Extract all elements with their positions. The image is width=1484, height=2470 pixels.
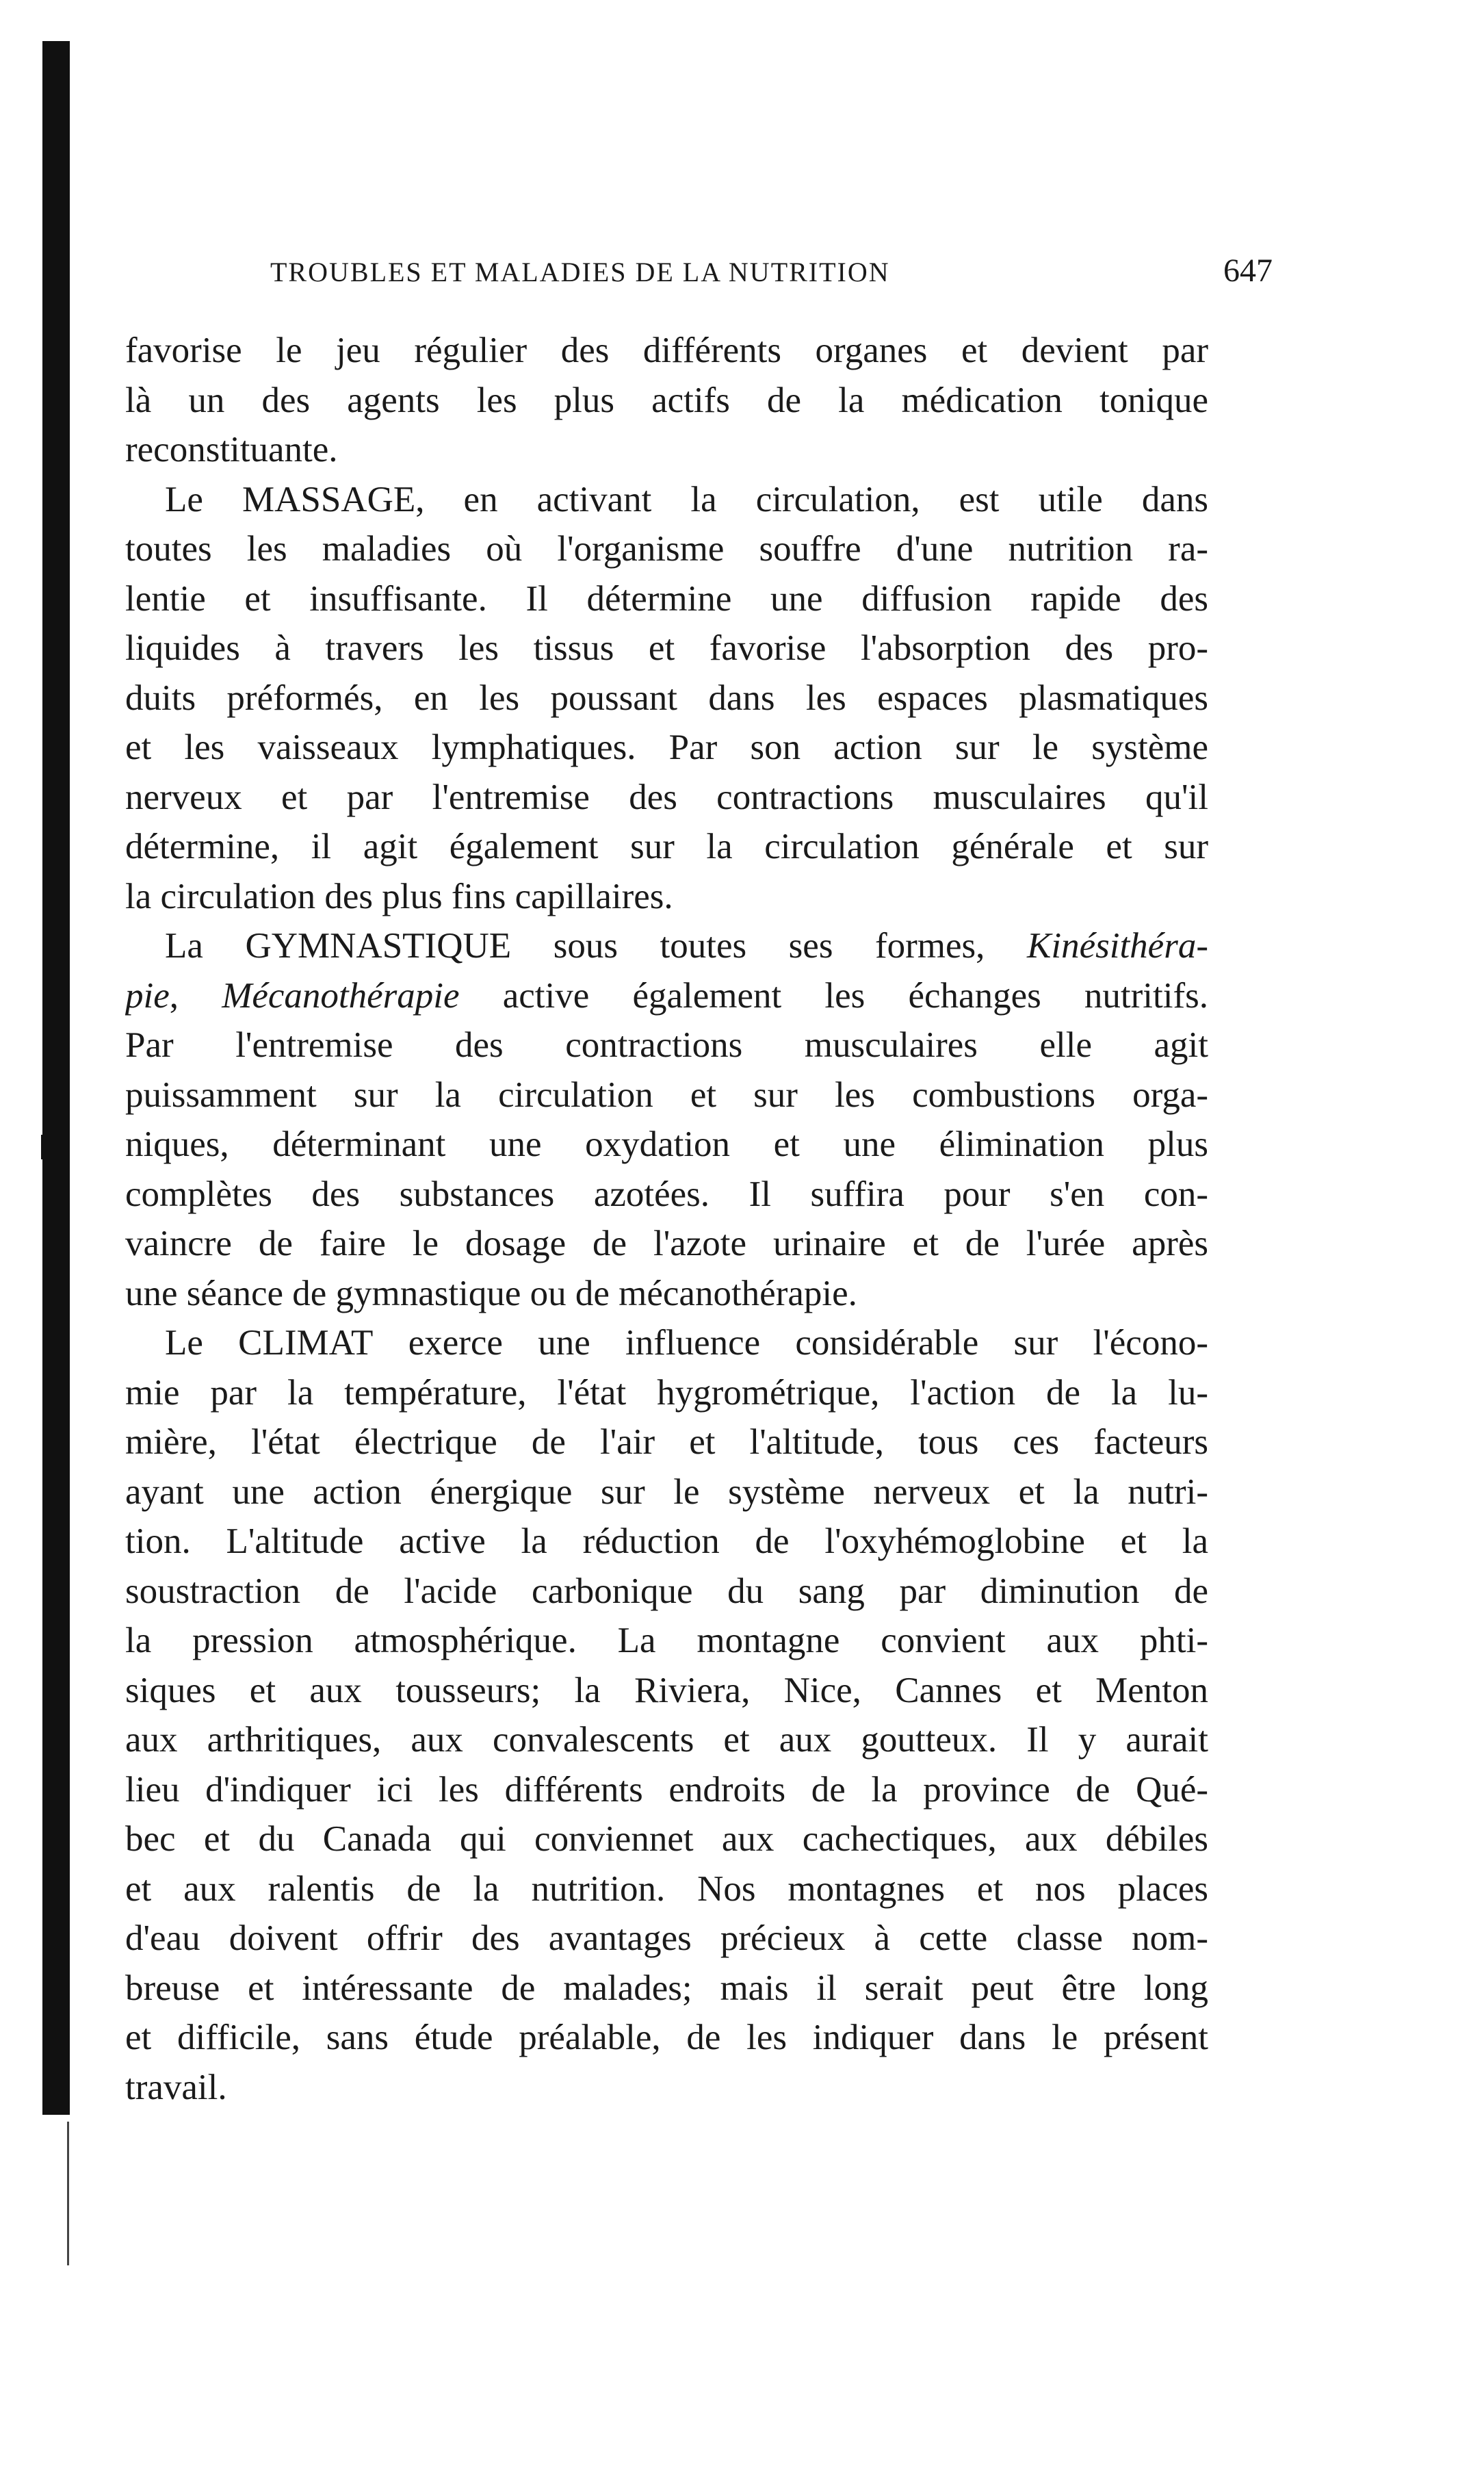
paragraph-4-line — [125, 1318, 1208, 1368]
paragraph-4-line: ayant une action énergique sur le système nerveux et la nutri- — [125, 1471, 1208, 1512]
paragraph-3-line: complètes des substances azotées. Il suffira pour s'en con- — [125, 1174, 1208, 1214]
paragraph-3-line: vaincre de faire le dosage de l'azote urinaire et de l'urée après — [125, 1224, 1208, 1263]
paragraph-3-lead: La — [165, 926, 246, 966]
paragraph-3-line — [125, 971, 1208, 1021]
paragraph-4-line: bec et du Canada qui conviennet aux cachectiques, aux débiles — [125, 1819, 1208, 1859]
paragraph-2-line: liquides à travers les tissus et favorise l'absorption des pro- — [125, 628, 1208, 668]
paragraph-4-line: mie par la température, l'état hygrométrique, l'action de la lu- — [125, 1372, 1208, 1413]
paragraph-2-line: détermine, il agit également sur la circulation générale et sur — [125, 827, 1208, 866]
paragraph-3-lead-text: sous toutes ses formes, — [511, 926, 1027, 966]
paragraph-4-line: breuse et intéressante de malades; mais il serait peut être long — [125, 1968, 1208, 2008]
gymnastique-heading: GYMNASTIQUE — [245, 926, 512, 966]
massage-heading: MASSAGE — [242, 479, 416, 519]
paragraph-4-line: lieu d'indiquer ici les différents endroits de la province de Qué- — [125, 1769, 1208, 1810]
paragraph-2-line — [125, 475, 1208, 525]
page-binding-mark — [41, 1135, 60, 1159]
paragraph-4-line: mière, l'état électrique de l'air et l'altitude, tous ces facteurs — [125, 1422, 1208, 1462]
paragraph-4-line: travail. — [125, 2067, 227, 2107]
paragraph-4-line: siques et aux tousseurs; la Riviera, Nice, Cannes et Menton — [125, 1670, 1208, 1710]
paragraph-4-line: tion. L'altitude active la réduction de l'oxyhémoglobine et la — [125, 1521, 1208, 1561]
paragraph-2-line: la circulation des plus fins capillaires. — [125, 876, 673, 916]
paragraph-3-line: Par l'entremise des contractions musculaires elle agit — [125, 1025, 1208, 1065]
paragraph-3-line — [125, 921, 1208, 971]
body-text — [125, 326, 1208, 2112]
paragraph-4-lead: Le — [165, 1323, 239, 1363]
paragraph-3-line: une séance de gymnastique ou de mécanothérapie. — [125, 1273, 857, 1313]
page-binding-line — [67, 2122, 69, 2265]
page-number: 647 — [1223, 253, 1273, 289]
climat-heading: CLIMAT — [238, 1323, 374, 1363]
paragraph-2-line: duits préformés, en les poussant dans les espaces plasmatiques — [125, 678, 1208, 718]
paragraph-3-line: niques, déterminant une oxydation et une élimination plus — [125, 1124, 1208, 1164]
paragraph-2-line: toutes les maladies où l'organisme souffre d'une nutrition ra- — [125, 529, 1208, 569]
paragraph-1-line: favorise le jeu régulier des différents organes et devient par — [125, 331, 1208, 370]
paragraph-3-line: puissamment sur la circulation et sur les combustions orga- — [125, 1075, 1208, 1115]
paragraph-2-line: et les vaisseaux lymphatiques. Par son action sur le système — [125, 728, 1208, 767]
kinesitherapie-term-end: pie — [125, 975, 170, 1016]
kinesitherapie-term: Kinésithéra- — [1027, 926, 1208, 966]
paragraph-3-text: active également les échanges nutritifs. — [459, 975, 1208, 1016]
running-title: TROUBLES ET MALADIES DE LA NUTRITION — [270, 257, 890, 287]
paragraph-4-line: la pression atmosphérique. La montagne convient aux phti- — [125, 1621, 1208, 1660]
paragraph-2-lead: Le — [165, 479, 242, 519]
paragraph-2-lead-text: , en activant la circulation, est utile dans — [415, 479, 1208, 519]
paragraph-2-line: nerveux et par l'entremise des contractions musculaires qu'il — [125, 777, 1208, 817]
paragraph-2-line: lentie et insuffisante. Il détermine une diffusion rapide des — [125, 578, 1208, 619]
paragraph-4-line: soustraction de l'acide carbonique du sang par diminution de — [125, 1571, 1208, 1611]
paragraph-1-line: là un des agents les plus actifs de la médication tonique — [125, 380, 1208, 420]
page-header — [270, 252, 1273, 293]
paragraph-1-line: reconstituante. — [125, 430, 338, 469]
page-binding-edge — [42, 41, 70, 2115]
mecanotherapie-term: Mécanothérapie — [222, 975, 460, 1016]
paragraph-4-line: d'eau doivent offrir des avantages précieux à cette classe nom- — [125, 1918, 1208, 1958]
term-separator: , — [169, 975, 222, 1016]
paragraph-4-line: et difficile, sans étude préalable, de les indiquer dans le présent — [125, 2018, 1208, 2057]
paragraph-4-line: et aux ralentis de la nutrition. Nos montagnes et nos places — [125, 1868, 1208, 1909]
paragraph-4-line: aux arthritiques, aux convalescents et aux goutteux. Il y aurait — [125, 1720, 1208, 1760]
paragraph-4-lead-text: exerce une influence considérable sur l'écono- — [373, 1323, 1208, 1363]
